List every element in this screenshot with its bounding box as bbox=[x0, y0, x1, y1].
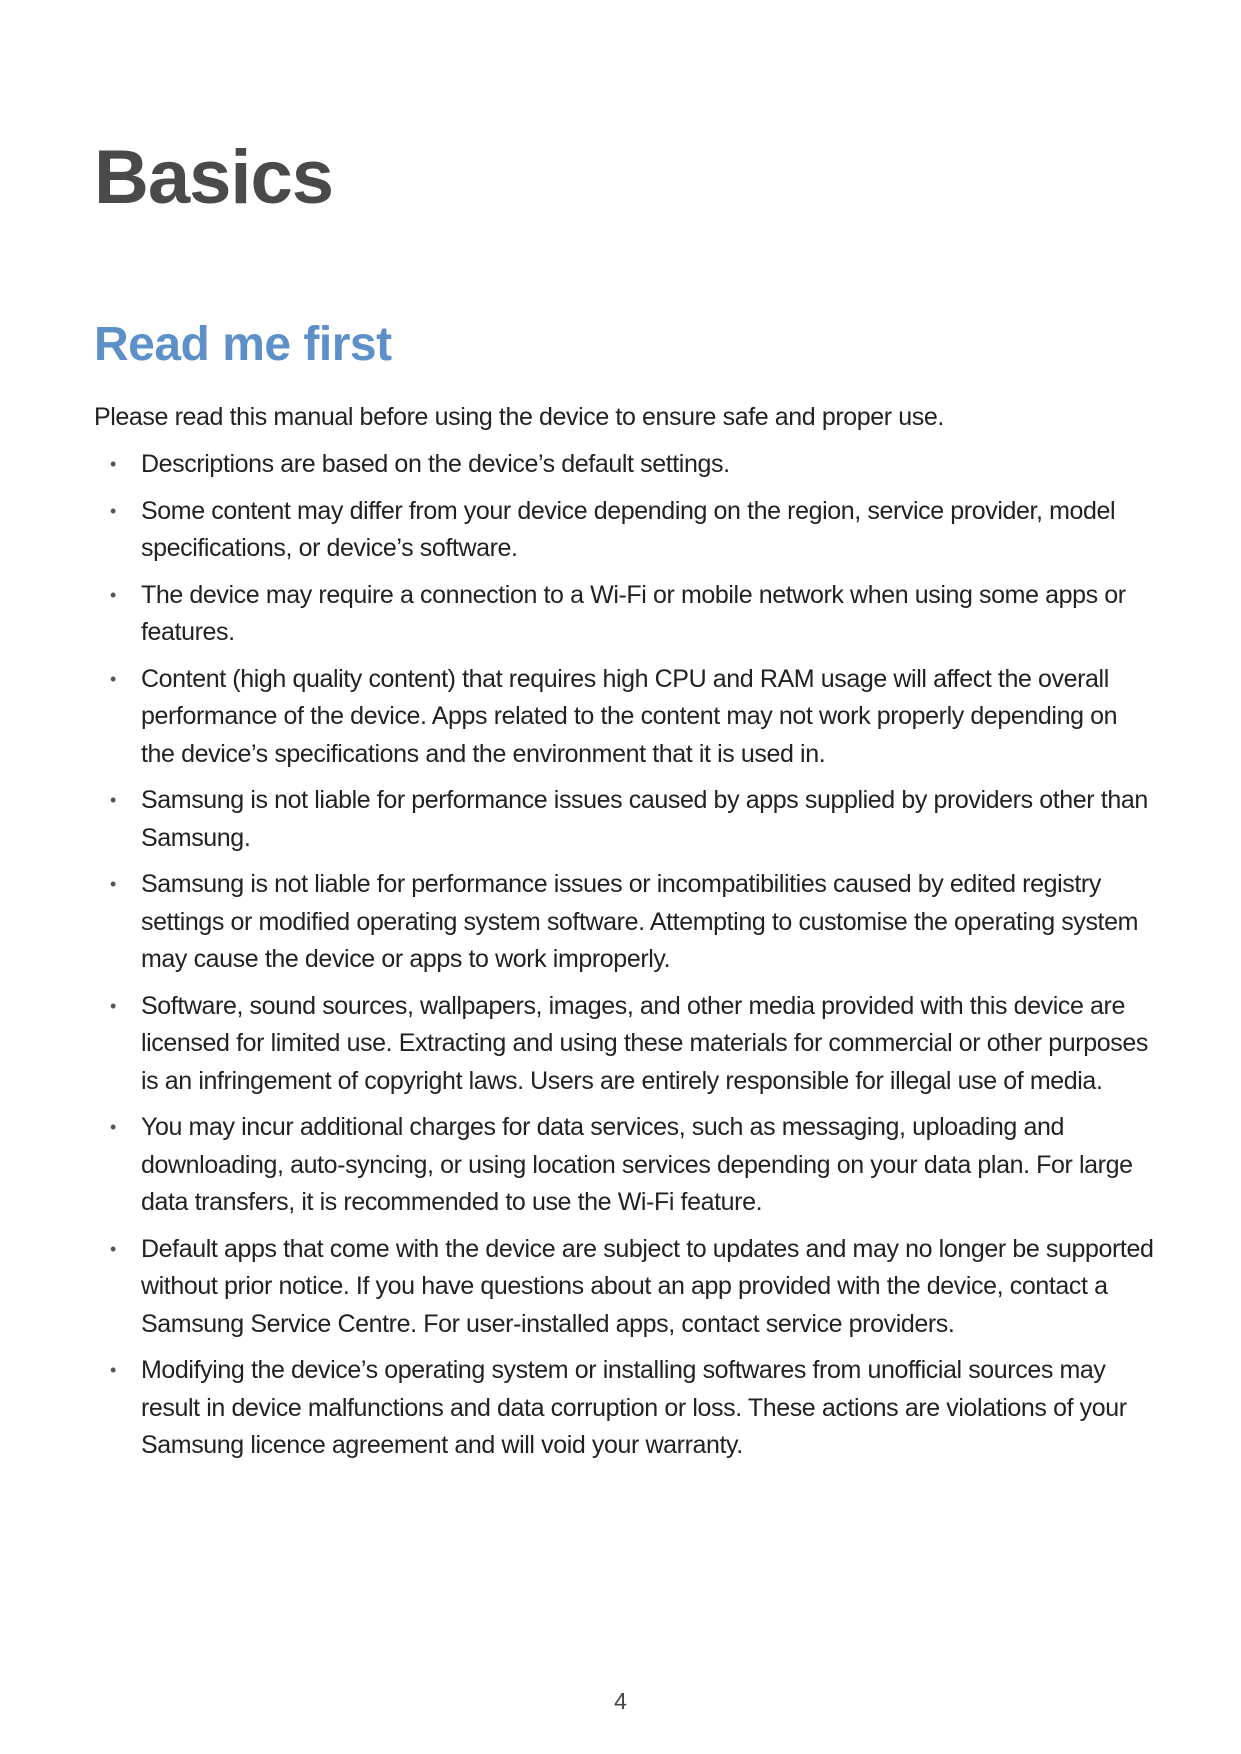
list-item-text: Software, sound sources, wallpapers, images, and other media provided with this device are licensed for limited use. Extracting and using these materials for commercial or other purposes is an infringement of copyright laws. Users are entirely responsible for illegal use of media. bbox=[141, 991, 1148, 1095]
list-item bbox=[94, 577, 1154, 652]
list-item bbox=[94, 661, 1154, 774]
list-item bbox=[94, 782, 1154, 857]
bullet-list bbox=[94, 446, 1154, 1474]
page-number: 4 bbox=[614, 1688, 627, 1714]
list-item bbox=[94, 446, 1154, 484]
bullet-icon: • bbox=[110, 995, 116, 1016]
bullet-icon: • bbox=[110, 874, 116, 894]
bullet-icon: • bbox=[110, 1360, 116, 1380]
bullet-icon: • bbox=[110, 584, 116, 605]
list-item bbox=[94, 866, 1154, 979]
list-item-text: You may incur additional charges for data services, such as messaging, uploading and downloading, auto-syncing, or using location services depending on your data plan. For large data transfers, it is recommended to use the Wi-Fi feature. bbox=[141, 1113, 1133, 1216]
bullet-icon: • bbox=[110, 1117, 116, 1137]
list-item-text: Samsung is not liable for performance issues caused by apps supplied by providers other than Samsung. bbox=[141, 786, 1148, 852]
bullet-icon: • bbox=[110, 1238, 116, 1259]
list-item bbox=[94, 493, 1154, 568]
bullet-icon: • bbox=[110, 500, 116, 521]
intro-paragraph: Please read this manual before using the device to ensure safe and proper use. bbox=[94, 403, 944, 431]
list-item-text: The device may require a connection to a Wi-Fi or mobile network when using some apps or features. bbox=[141, 580, 1126, 646]
list-item bbox=[94, 1231, 1154, 1344]
list-item-text: Samsung is not liable for performance issues or incompatibilities caused by edited registry settings or modified operating system software. Attempting to customise the operating system may cause the device or apps to work improperly. bbox=[141, 870, 1139, 973]
list-item-text: Default apps that come with the device are subject to updates and may no longer be supported without prior notice. If you have questions about an app provided with the device, contact a Samsung Service Centre. For user-installed apps, contact service providers. bbox=[141, 1234, 1154, 1338]
bullet-icon: • bbox=[110, 668, 116, 689]
bullet-icon: • bbox=[110, 790, 116, 810]
list-item bbox=[94, 988, 1154, 1101]
bullet-icon: • bbox=[110, 454, 116, 474]
list-item bbox=[94, 1352, 1154, 1465]
section-title: Read me first bbox=[94, 318, 392, 371]
list-item-text: Descriptions are based on the device’s default settings. bbox=[141, 450, 730, 478]
list-item-text: Some content may differ from your device depending on the region, service provider, model specifications, or device’s software. bbox=[141, 496, 1116, 562]
list-item bbox=[94, 1109, 1154, 1222]
chapter-title: Basics bbox=[94, 135, 334, 220]
list-item-text: Content (high quality content) that requires high CPU and RAM usage will affect the overall performance of the device. Apps related to the content may not work properly depending on the device’s specifications and the environment that it is used in. bbox=[141, 664, 1118, 768]
list-item-text: Modifying the device’s operating system or installing softwares from unofficial sources may result in device malfunctions and data corruption or loss. These actions are violations of your Samsung licence agreement and will void your warranty. bbox=[141, 1356, 1127, 1459]
